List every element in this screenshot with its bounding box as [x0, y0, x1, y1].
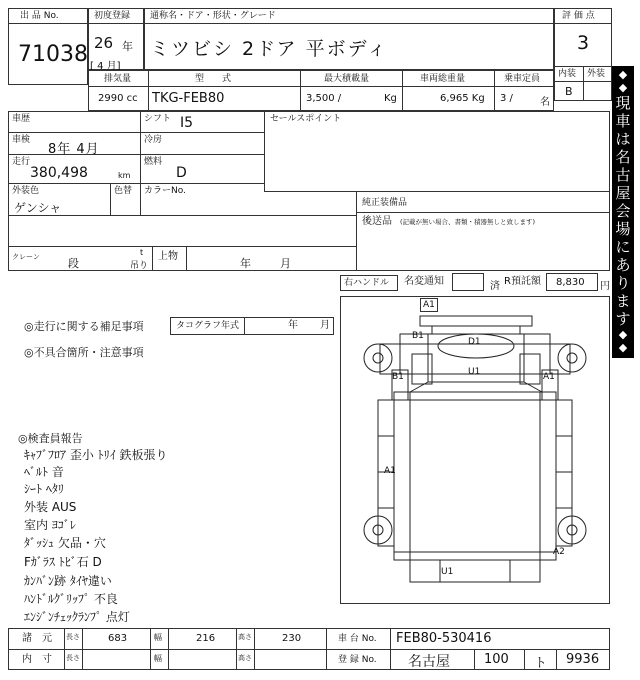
banner-char: 場 [615, 220, 631, 238]
banner-char: り [615, 274, 631, 292]
color-change-label: 色替 [114, 186, 133, 196]
tachograph-year: 年 [288, 320, 298, 331]
max-load: 3,500 / [306, 93, 342, 104]
retrofit-label: 後送品 [362, 216, 392, 227]
first-reg-label: 初度登録 [94, 11, 131, 21]
banner-char: ま [615, 292, 631, 310]
sales-point-label: セールスポイント [270, 114, 342, 124]
color-no-label: カラーNo. [144, 186, 186, 196]
registration-kana: ト [534, 656, 548, 671]
shift-value: I5 [180, 115, 194, 131]
banner-char: あ [615, 256, 631, 274]
banner-char: 名 [615, 148, 631, 166]
history-label: 車歴 [12, 114, 31, 124]
damage-a1-left: A1 [384, 466, 396, 476]
gross-weight: 6,965 Kg [440, 93, 485, 104]
banner-char: は [615, 130, 631, 148]
banner-char: 現 [615, 94, 631, 112]
inner-dim-label: 内 寸 [22, 654, 52, 665]
inspector-line: ｶﾝﾊﾞﾝ跡 ﾀｲﾔ違い [24, 574, 112, 588]
crane-stage: 段 [68, 257, 79, 270]
capacity: 3 / [500, 93, 513, 104]
inspector-line: 外装 AUS [24, 500, 77, 514]
crane-t: t [140, 248, 144, 257]
upper-body-label: 上物 [158, 251, 178, 262]
banner-char: ◆ [618, 81, 628, 94]
inspector-line: ｼｰﾄ ﾍﾀﾘ [24, 482, 64, 496]
gross-weight-label: 車両総重量 [420, 74, 466, 84]
mileage-value: 380,498 [30, 165, 88, 181]
first-reg-year-unit: 年 [122, 40, 133, 53]
height-value: 230 [282, 633, 302, 644]
car-name: ミツビシ 2ドア 平ボディ [150, 38, 389, 60]
inspector-line: Fｶﾞﾗｽ ﾄﾋﾞ石 D [24, 555, 102, 569]
displacement-label: 排気量 [104, 74, 132, 84]
rhd-label: 右ハンドル [344, 278, 390, 288]
upper-month: 月 [280, 257, 291, 270]
inspector-report-title: ◎検査員報告 [18, 432, 83, 445]
equipment-label: 純正装備品 [362, 198, 408, 208]
first-reg-year: 26 [94, 34, 114, 52]
length-value: 683 [108, 633, 128, 644]
tax-unit: 円 [600, 281, 610, 292]
max-load-label: 最大積載量 [324, 74, 370, 84]
drive-notes-title: ◎走行に関する補足事項 [24, 320, 144, 333]
inspector-line: ﾊﾝﾄﾞﾙｸﾞﾘｯﾌﾟ 不良 [24, 592, 118, 606]
damage-u1-cab: U1 [468, 367, 481, 377]
exterior-grade-label: 外装 [587, 69, 606, 79]
banner-char: 屋 [615, 184, 631, 202]
damage-u1-bottom: U1 [441, 567, 454, 577]
width-value: 216 [196, 633, 216, 644]
ac-label: 冷房 [144, 135, 163, 145]
tax-value: 8,830 [556, 277, 585, 288]
registration-class: 100 [484, 652, 509, 667]
fuel-value: D [176, 165, 187, 181]
lot-number: 71038 [18, 42, 88, 67]
model-label: 型 式 [195, 74, 232, 84]
damage-b1-cab: B1 [412, 331, 424, 341]
registration-area: 名古屋 [408, 654, 450, 670]
capacity-unit: 名 [540, 97, 550, 108]
inspector-line: ｴﾝｼﾞﾝﾁｪｯｸﾗﾝﾌﾟ 点灯 [24, 610, 130, 624]
banner-char: に [615, 238, 631, 256]
tax-prefix: 済 [490, 281, 500, 292]
inspector-line: ｷｬﾌﾞﾌﾛｱ 歪小 ﾄﾘｲ 鉄板張り [24, 448, 168, 462]
registration-label: 登 録 No. [338, 655, 377, 665]
tachograph-month: 月 [320, 320, 330, 331]
color-label: 外装色 [12, 186, 40, 196]
capacity-label: 乗車定員 [504, 74, 541, 84]
chassis-no: FEB80-530416 [396, 631, 492, 646]
retrofit-note: (記載が無い場合、書類・積器無しと致します) [400, 218, 536, 226]
banner-char: ◆ [618, 68, 628, 81]
grade-value: 3 [577, 32, 590, 54]
name-change-box [452, 273, 484, 291]
registration-number: 9936 [566, 652, 600, 667]
shift-label: シフト [144, 114, 172, 124]
tachograph-label: タコグラフ年式 [176, 321, 240, 331]
chassis-label: 車 台 No. [338, 634, 377, 644]
banner-char: す [615, 310, 631, 328]
color-value: ゲンシャ [14, 201, 62, 215]
upper-year: 年 [240, 257, 251, 270]
inner-height-label: 高さ [238, 654, 252, 662]
inspector-line: ﾀﾞｯｼｭ 欠品・穴 [24, 536, 106, 550]
height-label: 高さ [238, 633, 252, 641]
tax-label: R預託額 [504, 276, 541, 287]
banner-char: 車 [615, 112, 631, 130]
banner-char: 古 [615, 166, 631, 184]
mileage-label: 走行 [12, 157, 31, 167]
fuel-label: 燃料 [144, 157, 163, 167]
car-name-label: 通称名・ドア・形状・グレード [150, 11, 276, 21]
location-banner [612, 66, 634, 358]
inner-width-label: 幅 [154, 654, 162, 663]
width-label: 幅 [154, 633, 162, 642]
mileage-unit: km [118, 171, 131, 180]
damage-a1-top: A1 [423, 300, 435, 310]
first-reg-month: [ 4 月] [90, 61, 121, 72]
crane-ton: 吊り [130, 261, 149, 271]
displacement: 2990 cc [98, 93, 138, 104]
damage-a1-right: A1 [543, 372, 555, 382]
dimension-label: 諸 元 [22, 633, 52, 644]
inspector-line: ﾍﾞﾙﾄ 音 [24, 465, 64, 479]
inspection-label: 車検 [12, 135, 31, 145]
inner-length-label: 長さ [66, 654, 80, 662]
model-code: TKG-FEB80 [152, 91, 225, 106]
grade-label: 評 価 点 [562, 11, 595, 21]
damage-b1-left: B1 [392, 372, 404, 382]
interior-grade-label: 内装 [558, 69, 577, 79]
banner-char: ◆ [618, 328, 628, 341]
length-label: 長さ [66, 633, 80, 641]
damage-a2: A2 [553, 547, 565, 557]
max-load-unit: Kg [384, 93, 397, 104]
inspector-line: 室内 ﾖｺﾞﾚ [24, 518, 76, 532]
interior-grade: B [565, 85, 573, 98]
crane-label: クレーン [12, 253, 40, 261]
banner-char: ◆ [618, 341, 628, 354]
damage-d1: D1 [468, 337, 481, 347]
defect-notes-title: ◎不具合箇所・注意事項 [24, 346, 144, 359]
lot-label: 出 品 No. [20, 11, 59, 21]
name-change-label: 名変通知 [404, 276, 444, 287]
inspection-value: 8年 4月 [48, 142, 100, 157]
banner-char: 会 [615, 202, 631, 220]
